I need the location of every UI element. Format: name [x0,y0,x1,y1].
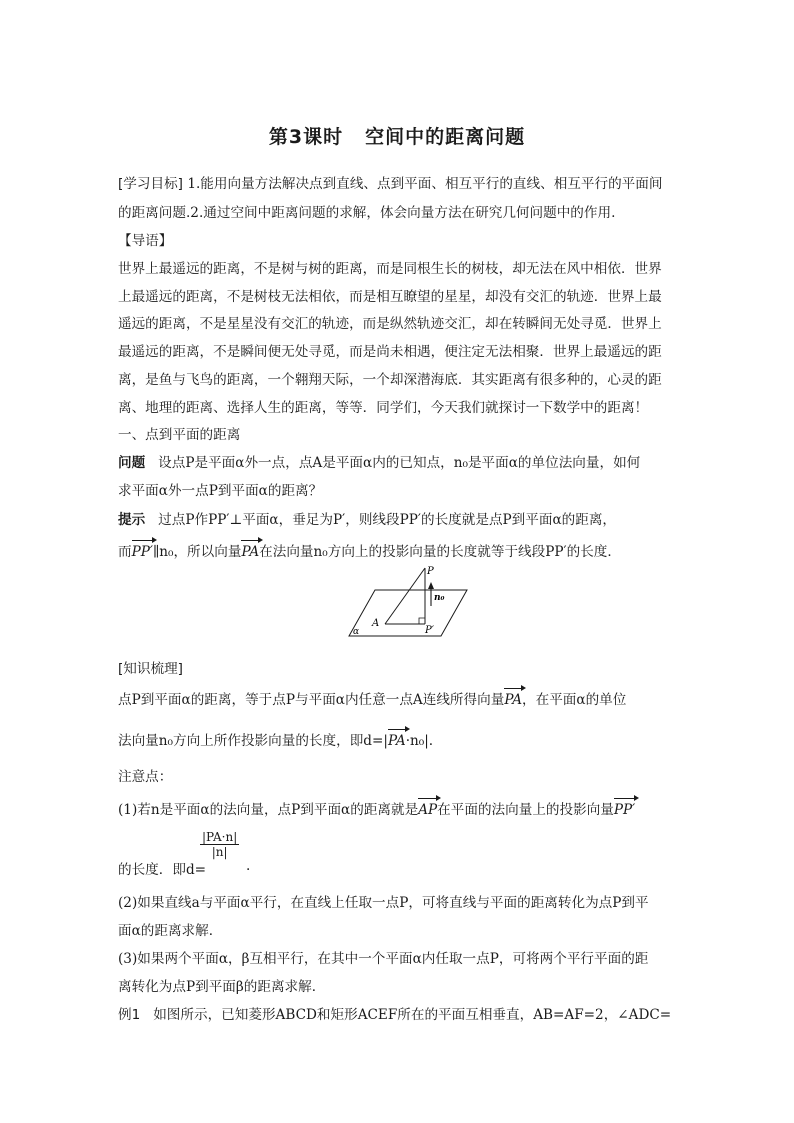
learning-goals-text-1: 1.能用向量方法解决点到直线、点到平面、相互平行的直线、相互平行的平面间 [187,176,663,192]
knowledge-line1 [118,688,626,708]
hint-text-2a: 而 [118,544,132,560]
note1-text-b: 在平面的法向量上的投影向量 [437,802,614,818]
hint-label: 提示 [118,512,146,528]
label-p: P [427,566,434,577]
normal-vector-arrowhead [428,582,434,589]
question-line1 [118,451,640,471]
intro-line-6: 离、地理的距离、选择人生的距离，等等．同学们，今天我们就探讨一下数学中的距离！ [118,400,649,416]
section-heading-1: 一、点到平面的距离 [118,427,241,443]
label-n0: n₀ [434,593,445,603]
hint-text-2c: 在法向量n₀方向上的投影向量的长度就等于线段PP′的长度． [259,544,621,560]
example1-label: 例1 [118,1007,141,1023]
knowledge-text-2b: ·n₀|. [405,733,434,749]
note2-line2: 面α的距离求解． [118,923,223,939]
hint-text-2b: ∥n₀，所以向量 [152,544,242,560]
note3-line2: 离转化为点P到平面β的距离求解． [118,979,326,995]
right-angle-mark [419,618,425,624]
label-a: A [372,618,380,629]
question-label: 问题 [118,455,146,471]
hint-line2 [118,540,621,560]
vector-pp-prime: PP′ [131,544,153,560]
note1-end: . [246,858,251,874]
lesson-number: 第3课时 [268,126,344,148]
example1-line1 [118,1003,671,1023]
intro-line-2: 上最遥远的距离，不是树枝无法相依，而是相互瞭望的星星，却没有交汇的轨迹．世界上最 [118,289,662,305]
label-p-prime: P′ [425,625,434,636]
question-line2: 求平面α外一点P到平面α的距离？ [118,483,323,499]
plane-distance-figure [345,562,470,642]
intro-line-1: 世界上最遥远的距离，不是树与树的距离，而是同根生长的树枝，却无法在风中相依．世界 [118,261,662,277]
knowledge-line2 [118,729,433,749]
plane-alpha [349,590,467,636]
vector-pp-prime-2: PP′ [613,802,636,818]
hint-line1 [118,508,616,528]
distance-fraction [200,830,239,859]
question-text-1: 设点P是平面α外一点，点A是平面α内的已知点，n₀是平面α的单位法向量，如何 [158,455,641,471]
knowledge-text-1b: ，在平面α的单位 [522,692,627,708]
label-alpha: α [353,627,360,637]
vector-pa-2: PA [504,692,523,708]
intro-line-3: 遥远的距离，不是星星没有交汇的轨迹，而是纵然轨迹交汇，却在转瞬间无处寻觅．世界上 [118,316,662,332]
intro-line-5: 离，是鱼与飞鸟的距离，一个翱翔天际，一个却深潜海底．其实距离有很多种的，心灵的距 [118,372,662,388]
page-title [0,122,794,149]
note1-text-c: 的长度．即d= [118,862,207,878]
note1-line2 [118,858,206,878]
fraction-numerator: |PA·n| [202,830,238,844]
note1-line1 [118,798,635,818]
note2-line1: (2)如果直线a与平面α平行，在直线上任取一点P，可将直线与平面的距离转化为点P到平 [118,895,649,911]
knowledge-text-2a: 法向量n₀方向上所作投影向量的长度，即d=| [118,733,388,749]
fraction-denominator: |n| [211,845,228,859]
vector-pa-3: PA [387,733,406,749]
vector-ap: AP [418,802,438,818]
learning-goals-label: [学习目标] [118,176,183,192]
note1-text-a: (1)若n是平面α的法向量，点P到平面α的距离就是 [118,802,419,818]
notes-label: 注意点： [118,769,173,785]
hint-text-1: 过点P作PP′⊥平面α，垂足为P′，则线段PP′的长度就是点P到平面α的距离， [158,512,617,528]
vector-pa: PA [241,544,260,560]
lesson-title: 空间中的距离问题 [365,126,526,148]
learning-goals-line2: 的距离问题.2.通过空间中距离问题的求解，体会向量方法在研究几何问题中的作用. [118,205,616,221]
note3-line1: (3)如果两个平面α，β互相平行，在其中一个平面α内任取一点P，可将两个平行平面的距 [118,951,649,967]
knowledge-label: [知识梳理] [118,661,183,677]
example1-text: 如图所示，已知菱形ABCD和矩形ACEF所在的平面互相垂直，AB=AF=2，∠ADC= [153,1007,672,1023]
intro-label: 【导语】 [118,233,173,249]
segment-pa [385,568,425,624]
intro-line-4: 最遥远的距离，不是瞬间便无处寻觅，而是尚未相遇，便注定无法相聚．世界上最遥远的距 [118,344,662,360]
knowledge-text-1a: 点P到平面α的距离，等于点P与平面α内任意一点A连线所得向量 [118,692,505,708]
learning-goals-line1 [118,172,662,192]
